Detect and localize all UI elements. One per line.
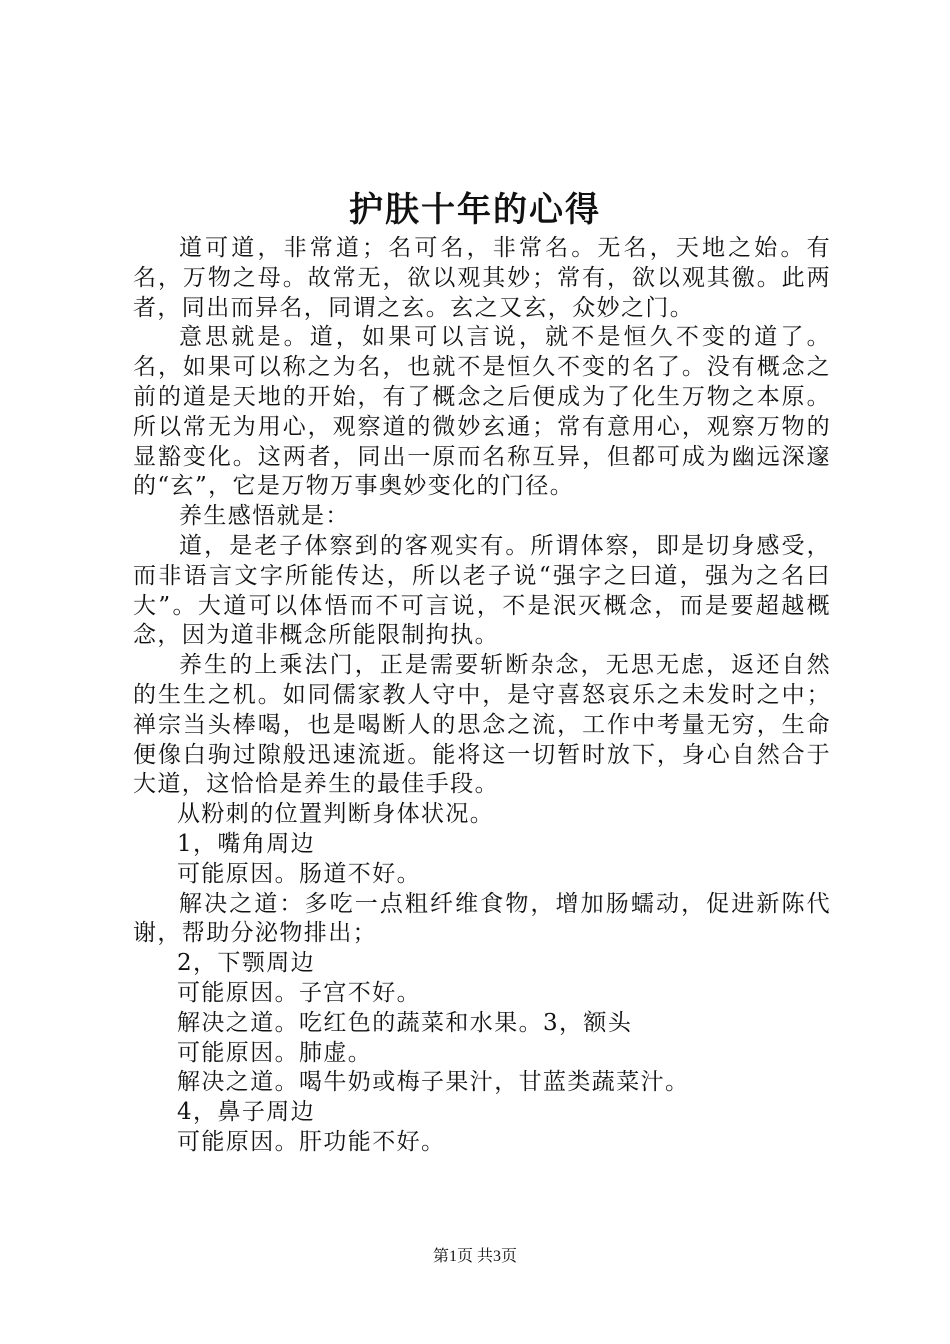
paragraph: 道，是老子体察到的客观实有。所谓体察，即是切身感受，而非语言文字所能传达，所以老子说“强字之曰道，强为之名曰大”。大道可以体悟而不可言说，不是泯灭概念，而是要超越概念，因为道非概念所能限制拘执。: [133, 532, 831, 649]
text-line: 解决之道。吃红色的蔬菜和水果。3，额头: [177, 1009, 633, 1036]
paragraph: 养生的上乘法门，正是需要斩断杂念，无思无虑，返还自然的生生之机。如同儒家教人守中，是守喜怒哀乐之未发时之中；禅宗当头棒喝，也是喝断人的思念之流，工作中考量无穷，生命便像白驹过隙般迅速流逝。能将这一切暂时放下，身心自然合于大道，这恰恰是养生的最佳手段。: [133, 652, 831, 798]
text-line: 解决之道。喝牛奶或梅子果汁，甘蓝类蔬菜汁。: [177, 1069, 690, 1096]
text-line: 从粉刺的位置判断身体状况。: [177, 801, 495, 828]
text-line: 1，嘴角周边: [177, 830, 316, 857]
text-line: 可能原因。肝功能不好。: [177, 1128, 446, 1155]
paragraph: 意思就是。道，如果可以言说，就不是恒久不变的道了。名，如果可以称之为名，也就不是恒久不变的名了。没有概念之前的道是天地的开始，有了概念之后便成为了化生万物之本原。所以常无为用心，观察道的微妙玄通；常有意用心，观察万物的显豁变化。这两者，同出一原而名称互异，但都可成为幽远深邃的“玄”，它是万物万事奥妙变化的门径。: [133, 324, 831, 500]
text-line: 可能原因。子宫不好。: [177, 979, 421, 1006]
paragraph: 解决之道：多吃一点粗纤维食物，增加肠蠕动，促进新陈代谢，帮助分泌物排出；: [133, 890, 831, 947]
paragraph: 道可道，非常道；名可名，非常名。无名，天地之始。有名，万物之母。故常无，欲以观其妙；常有，欲以观其徼。此两者，同出而异名，同谓之玄。玄之又玄，众妙之门。: [133, 235, 831, 321]
text-line: 4，鼻子周边: [177, 1099, 316, 1126]
page-title: 护肤十年的心得: [349, 190, 601, 230]
text-line: 可能原因。肺虚。: [177, 1039, 373, 1066]
paragraph: 养生感悟就是：: [179, 503, 350, 530]
page-footer: 第1页 共3页: [432, 1248, 517, 1265]
text-line: 可能原因。肠道不好。: [177, 860, 421, 887]
text-line: 2，下颚周边: [177, 950, 316, 977]
document-body: [133, 234, 831, 1158]
